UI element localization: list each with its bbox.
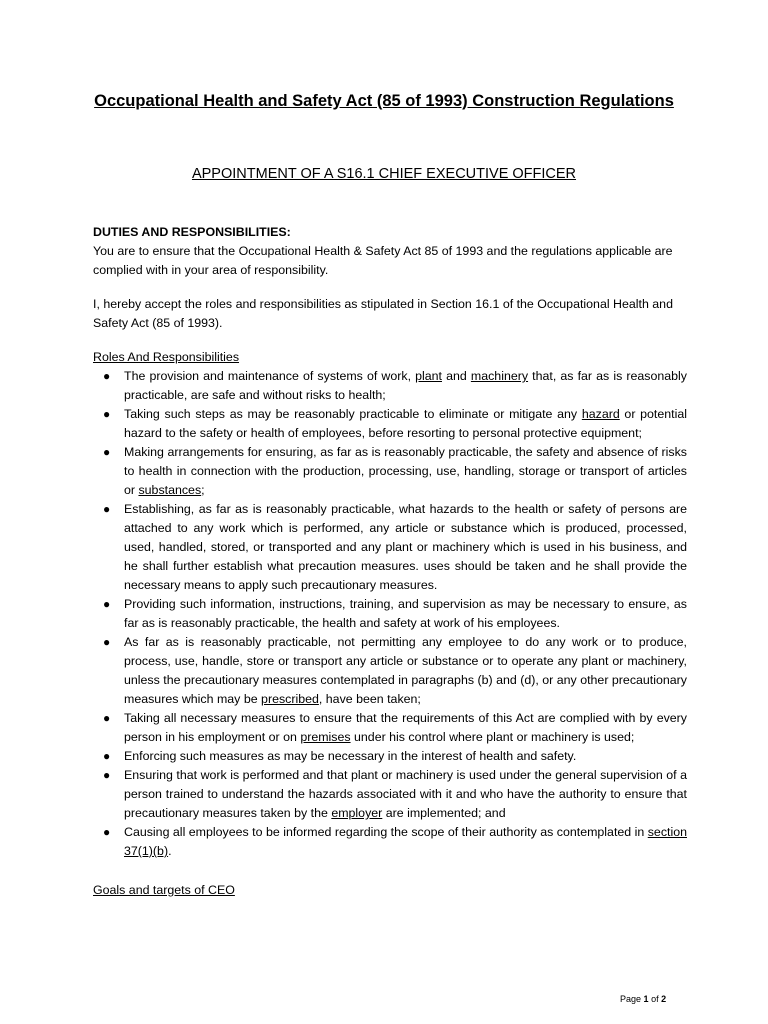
duties-text: You are to ensure that the Occupational Health & Safety Act 85 of 1993 and the regulations applicable are complied with in your area of responsibility.	[93, 244, 673, 277]
page-total: 2	[661, 994, 667, 1004]
bullet-icon: ●	[103, 445, 111, 459]
goals-heading: Goals and targets of CEO	[93, 883, 235, 897]
acceptance-text: I, hereby accept the roles and responsibilities as stipulated in Section 16.1 of the Occupational Health and Safety Act (85 of 1993).	[93, 297, 673, 330]
bullet-icon: ●	[103, 768, 111, 782]
document-title: Occupational Health and Safety Act (85 of 1993) Construction Regulations	[94, 92, 674, 110]
list-item: ● Providing such information, instructions, training, and supervision as may be necessary to ensure, as far as is reasonably practicable, the health and safety at work of his employees.	[103, 597, 687, 630]
list-item: ● Establishing, as far as is reasonably practicable, what hazards to the health or safety of persons are attached to any work which is performed, any article or substance which is produced, processed, used, handled, stored, or transported and any plant or machinery which is used in his business, and he shall further establish what precaution measures. uses should be taken and he shall provide the necessary means to apply such precautionary measures.	[103, 502, 687, 592]
page-label: Page	[620, 994, 642, 1004]
bullet-icon: ●	[103, 749, 111, 763]
bullet-icon: ●	[103, 597, 111, 611]
list-item: ● The provision and maintenance of systems of work, plant and machinery that, as far as is reasonably practicable, are safe and without risks to health;	[103, 369, 687, 402]
roles-list	[93, 367, 687, 861]
list-item: ● Making arrangements for ensuring, as far as is reasonably practicable, the safety and absence of risks to health in connection with the production, processing, use, handling, storage or transport of articles or substances;	[103, 445, 687, 497]
list-item: ● As far as is reasonably practicable, not permitting any employee to do any work or to produce, process, use, handle, store or transport any article or substance or to operate any plant or machinery, unless the precautionary measures contemplated in paragraphs (b) and (d), or any other precautionary measures which may be prescribed, have been taken;	[103, 635, 687, 706]
of-label: of	[651, 994, 659, 1004]
bullet-icon: ●	[103, 635, 111, 649]
bullet-icon: ●	[103, 825, 111, 839]
list-item: ● Enforcing such measures as may be necessary in the interest of health and safety.	[93, 747, 687, 766]
roles-heading: Roles And Responsibilities	[93, 350, 240, 364]
page-number: 1	[643, 994, 649, 1004]
document-body	[93, 223, 687, 900]
bullet-icon: ●	[103, 502, 111, 516]
duties-heading: DUTIES AND RESPONSIBILITIES:	[93, 225, 291, 239]
bullet-icon: ●	[103, 369, 111, 383]
document-subtitle: APPOINTMENT OF A S16.1 CHIEF EXECUTIVE OFFICER	[191, 166, 577, 182]
list-item: ● Causing all employees to be informed regarding the scope of their authority as contemplated in section 37(1)(b).	[103, 825, 687, 858]
list-item: ● Taking such steps as may be reasonably practicable to eliminate or mitigate any hazard or potential hazard to the safety or health of employees, before resorting to personal protective equipment;	[103, 407, 687, 440]
bullet-icon: ●	[103, 711, 111, 725]
list-item: ● Taking all necessary measures to ensure that the requirements of this Act are complied with by every person in his employment or on premises under his control where plant or machinery is used;	[103, 711, 687, 744]
bullet-icon: ●	[103, 407, 111, 421]
list-item: ● Ensuring that work is performed and that plant or machinery is used under the general supervision of a person trained to understand the hazards associated with it and who have the authority to ensure that precautionary measures taken by the employer are implemented; and	[103, 768, 687, 820]
page-footer	[620, 993, 690, 1005]
